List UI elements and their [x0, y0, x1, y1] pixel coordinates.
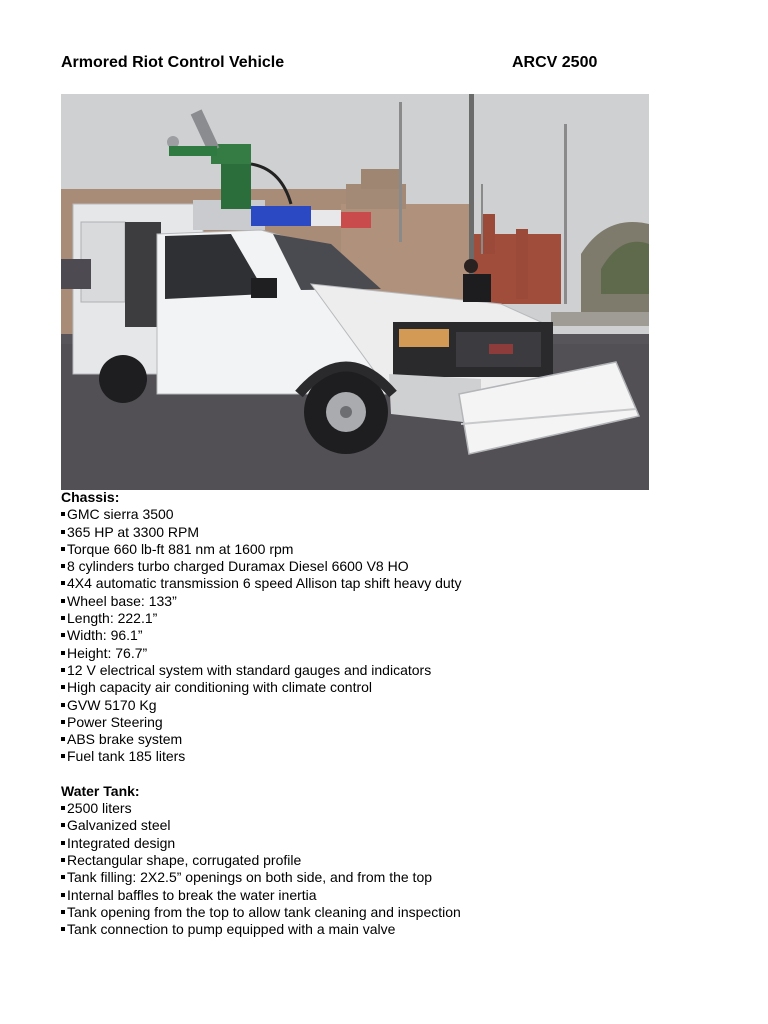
- bullet-icon: [61, 651, 65, 655]
- list-item: Tank connection to pump equipped with a main valve: [61, 921, 701, 938]
- bullet-icon: [61, 754, 65, 758]
- section-title-water-tank: Water Tank:: [61, 782, 140, 799]
- page-title: Armored Riot Control Vehicle: [61, 54, 285, 71]
- list-item: Galvanized steel: [61, 817, 701, 834]
- list-item: Fuel tank 185 liters: [61, 748, 701, 765]
- bullet-icon: [61, 806, 65, 810]
- bullet-icon: [61, 633, 65, 637]
- list-item: Wheel base: 133”: [61, 593, 701, 610]
- list-item: ABS brake system: [61, 731, 701, 748]
- list-item: Power Steering: [61, 714, 701, 731]
- bullet-icon: [61, 841, 65, 845]
- bullet-icon: [61, 512, 65, 516]
- list-item: 365 HP at 3300 RPM: [61, 524, 701, 541]
- bullet-icon: [61, 720, 65, 724]
- water-tank-spec-list: [61, 800, 701, 938]
- spec-sheet: [61, 489, 701, 938]
- bullet-icon: [61, 858, 65, 862]
- bullet-icon: [61, 927, 65, 931]
- bullet-icon: [61, 737, 65, 741]
- list-item: Length: 222.1”: [61, 610, 701, 627]
- bullet-icon: [61, 910, 65, 914]
- bullet-icon: [61, 875, 65, 879]
- list-item: 12 V electrical system with standard gauges and indicators: [61, 662, 701, 679]
- section-spacer: [61, 766, 701, 783]
- list-item: Height: 76.7”: [61, 645, 701, 662]
- section-title-chassis: Chassis:: [61, 489, 120, 505]
- bullet-icon: [61, 564, 65, 568]
- vehicle-photo: [61, 94, 649, 490]
- bullet-icon: [61, 599, 65, 603]
- list-item: Rectangular shape, corrugated profile: [61, 852, 701, 869]
- bullet-icon: [61, 581, 65, 585]
- chassis-spec-list: [61, 506, 701, 765]
- bullet-icon: [61, 530, 65, 534]
- list-item: 4X4 automatic transmission 6 speed Allison tap shift heavy duty: [61, 575, 701, 592]
- list-item: High capacity air conditioning with climate control: [61, 679, 701, 696]
- bullet-icon: [61, 685, 65, 689]
- list-item: Tank opening from the top to allow tank cleaning and inspection: [61, 904, 701, 921]
- list-item: 8 cylinders turbo charged Duramax Diesel 6600 V8 HO: [61, 558, 701, 575]
- bullet-icon: [61, 668, 65, 672]
- list-item: Integrated design: [61, 835, 701, 852]
- list-item: Torque 660 lb-ft 881 nm at 1600 rpm: [61, 541, 701, 558]
- list-item: Internal baffles to break the water inertia: [61, 887, 701, 904]
- model-number: ARCV 2500: [512, 54, 598, 71]
- bullet-icon: [61, 823, 65, 827]
- list-item: GMC sierra 3500: [61, 506, 701, 523]
- bullet-icon: [61, 703, 65, 707]
- list-item: Width: 96.1”: [61, 627, 701, 644]
- list-item: 2500 liters: [61, 800, 701, 817]
- list-item: GVW 5170 Kg: [61, 697, 701, 714]
- bullet-icon: [61, 547, 65, 551]
- bullet-icon: [61, 616, 65, 620]
- bullet-icon: [61, 893, 65, 897]
- list-item: Tank filling: 2X2.5” openings on both side, and from the top: [61, 869, 701, 886]
